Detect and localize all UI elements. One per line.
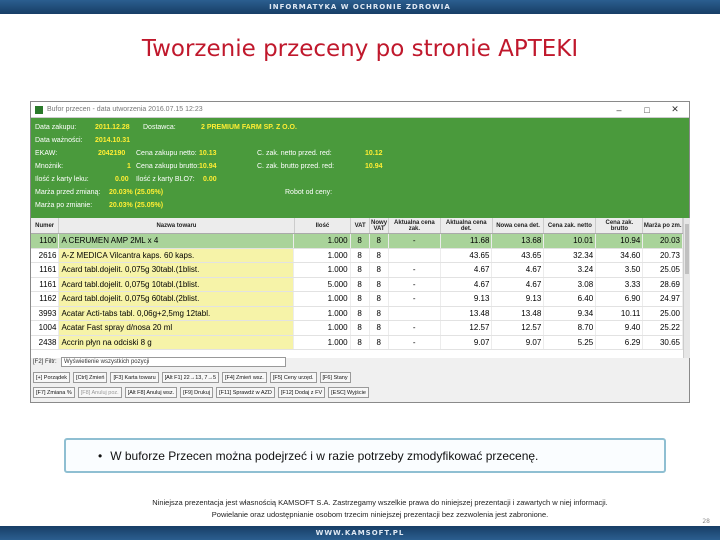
cell-name: Accrin płyn na odciski 8 g <box>59 336 294 350</box>
cell-qty: 1.000 <box>294 321 351 335</box>
function-button[interactable]: [F3] Karta towaru <box>110 372 158 383</box>
cell-nvat: 8 <box>370 249 389 263</box>
copyright-line-1: Niniejsza prezentacja jest własnością KAMSOFT S.A. Zastrzegamy wszelkie prawa do niniejszej prezentacji i zawartych w niej informacji. <box>152 498 608 507</box>
cell-ap <box>389 307 441 321</box>
cell-vat: 8 <box>351 307 370 321</box>
cell-mz: 25.05 <box>643 263 683 277</box>
value-mnoznik: 1 <box>127 163 131 170</box>
table-row[interactable] <box>31 263 683 278</box>
bullet-icon: • <box>98 448 103 463</box>
column-header[interactable]: Nazwa towaru <box>59 218 294 233</box>
label-cena-zakupu-brutto: Cena zakupu brutto: <box>136 163 200 170</box>
cell-cn: 6.40 <box>544 292 596 306</box>
cell-cn: 32.34 <box>544 249 596 263</box>
cell-cb: 34.60 <box>596 249 643 263</box>
value-cena-zakupu-netto: 10.13 <box>199 150 217 157</box>
cell-name: A-Z MEDICA Vilcantra kaps. 60 kaps. <box>59 249 294 263</box>
cell-an: 4.67 <box>441 278 493 292</box>
function-button[interactable]: [F9] Drukuj <box>180 387 213 398</box>
maximize-icon[interactable]: □ <box>644 104 650 115</box>
table-row[interactable] <box>31 321 683 336</box>
cell-qty: 1.000 <box>294 292 351 306</box>
value-ekaw: 2042190 <box>98 150 126 157</box>
function-button[interactable]: [F11] Sprawdź w AZD <box>216 387 275 398</box>
cell-cb: 9.40 <box>596 321 643 335</box>
cell-nw: 9.13 <box>492 292 544 306</box>
cell-ap: - <box>389 278 441 292</box>
table-header <box>31 218 683 234</box>
cell-mz: 24.97 <box>643 292 683 306</box>
cell-nvat: 8 <box>370 292 389 306</box>
cell-mz: 25.22 <box>643 321 683 335</box>
table-row[interactable] <box>31 249 683 264</box>
minimize-icon[interactable]: – <box>616 104 622 115</box>
function-button[interactable]: [+] Porządek <box>33 372 70 383</box>
cell-an: 11.68 <box>441 234 493 248</box>
top-banner: INFORMATYKA W OCHRONIE ZDROWIA <box>0 0 720 14</box>
cell-vat: 8 <box>351 321 370 335</box>
value-marza-po-zmianie: 20.03% (25.05%) <box>109 202 164 209</box>
cell-nr: 2438 <box>31 336 59 350</box>
cell-cn: 3.08 <box>544 278 596 292</box>
cell-nr: 2616 <box>31 249 59 263</box>
cell-nvat: 8 <box>370 307 389 321</box>
value-ilosc-z-karty-blo7: 0.00 <box>203 176 217 183</box>
cell-qty: 1.000 <box>294 234 351 248</box>
column-header[interactable]: Numer <box>31 218 59 233</box>
cell-name: A CERUMEN AMP 2ML x 4 <box>59 234 294 248</box>
cell-name: Acard tabl.dojelit. 0,075g 30tabl.(1blist. <box>59 263 294 277</box>
label-marza-przed-zmiana: Marża przed zmianą: <box>35 189 101 196</box>
cell-cb: 6.90 <box>596 292 643 306</box>
cell-ap: - <box>389 263 441 277</box>
cell-cn: 8.70 <box>544 321 596 335</box>
label-robot-od-ceny: Robot od ceny: <box>285 189 333 196</box>
cell-vat: 8 <box>351 278 370 292</box>
cell-qty: 1.000 <box>294 307 351 321</box>
cell-nvat: 8 <box>370 321 389 335</box>
cell-an: 9.13 <box>441 292 493 306</box>
label-c-zak-brutto-przed-red: C. zak. brutto przed. red: <box>257 163 335 170</box>
cell-cb: 10.94 <box>596 234 643 248</box>
button-row-2 <box>33 387 687 399</box>
close-icon[interactable]: ✕ <box>671 104 679 114</box>
page-number: 28 <box>702 518 710 525</box>
column-header[interactable]: Ilość <box>295 218 352 233</box>
cell-nw: 43.65 <box>492 249 544 263</box>
cell-nvat: 8 <box>370 263 389 277</box>
label-data-zakupu: Data zakupu: <box>35 124 77 131</box>
cell-vat: 8 <box>351 263 370 277</box>
column-header[interactable]: Aktualna cena zak. <box>389 218 441 233</box>
cell-mz: 20.03 <box>643 234 683 248</box>
app-window <box>30 101 690 403</box>
cell-cn: 9.34 <box>544 307 596 321</box>
function-button[interactable]: [F8] Anuluj poz. <box>78 387 122 398</box>
value-data-zakupu: 2011.12.28 <box>95 124 130 131</box>
cell-nvat: 8 <box>370 278 389 292</box>
window-titlebar <box>31 102 689 118</box>
cell-mz: 20.73 <box>643 249 683 263</box>
cell-nw: 12.57 <box>492 321 544 335</box>
cell-an: 9.07 <box>441 336 493 350</box>
column-header[interactable]: Marża po zm. <box>643 218 683 233</box>
column-header[interactable]: Cena zak. netto <box>544 218 596 233</box>
label-c-zak-netto-przed-red: C. zak. netto przed. red: <box>257 150 332 157</box>
cell-cb: 3.33 <box>596 278 643 292</box>
filter-bar <box>33 356 685 368</box>
column-header[interactable]: Nowy VAT <box>371 219 388 232</box>
cell-qty: 1.000 <box>294 336 351 350</box>
cell-ap: - <box>389 292 441 306</box>
copyright-note <box>80 497 680 521</box>
cell-an: 12.57 <box>441 321 493 335</box>
label-data-waznosci: Data ważności: <box>35 137 83 144</box>
cell-nw: 13.68 <box>492 234 544 248</box>
cell-cn: 5.25 <box>544 336 596 350</box>
filter-select[interactable]: Wyświetlenie wszystkich pozycji <box>61 357 286 367</box>
copyright-line-2: Powielanie oraz udostępnianie osobom trzecim niniejszej prezentacji bez zezwolenia jest zabronione. <box>211 510 549 519</box>
label-dostawca: Dostawca: <box>143 124 176 131</box>
table-row[interactable] <box>31 234 683 249</box>
cell-an: 4.67 <box>441 263 493 277</box>
label-ilosc-z-karty: Ilość z karty leku: <box>35 176 89 183</box>
function-button[interactable]: [F6] Stany <box>320 372 351 383</box>
table-row[interactable] <box>31 278 683 293</box>
cell-nvat: 8 <box>370 336 389 350</box>
cell-cb: 3.50 <box>596 263 643 277</box>
cell-name: Acard tabl.dojelit. 0,075g 60tabl.(2blist. <box>59 292 294 306</box>
cell-nw: 9.07 <box>492 336 544 350</box>
cell-qty: 1.000 <box>294 249 351 263</box>
function-button[interactable]: [F4] Zmień wsz. <box>222 372 267 383</box>
cell-name: Acard tabl.dojelit. 0,075g 10tabl.(1blist. <box>59 278 294 292</box>
cell-cn: 10.01 <box>544 234 596 248</box>
callout-text: W buforze Przecen można podejrzeć i w razie potrzeby zmodyfikować przecenę. <box>110 448 539 463</box>
function-button[interactable]: [Alt F1] 22→13, 7→5 <box>162 372 219 383</box>
table-row[interactable] <box>31 336 683 351</box>
cell-nvat: 8 <box>370 234 389 248</box>
cell-an: 13.48 <box>441 307 493 321</box>
value-c-zak-netto-przed-red: 10.12 <box>365 150 383 157</box>
column-header[interactable]: VAT <box>351 218 370 233</box>
cell-nr: 1100 <box>31 234 59 248</box>
label-marza-po-zmianie: Marża po zmianie: <box>35 202 93 209</box>
value-ilosc-z-karty: 0.00 <box>115 176 129 183</box>
repricing-table <box>31 218 683 358</box>
vertical-scrollbar[interactable] <box>683 218 690 358</box>
slide-title: Tworzenie przeceny po stronie APTEKI <box>141 36 579 62</box>
app-icon <box>35 106 43 114</box>
cell-nr: 3993 <box>31 307 59 321</box>
cell-qty: 5.000 <box>294 278 351 292</box>
cell-ap: - <box>389 321 441 335</box>
cell-vat: 8 <box>351 249 370 263</box>
cell-nr: 1162 <box>31 292 59 306</box>
cell-nw: 4.67 <box>492 278 544 292</box>
label-ekaw: EKAW: <box>35 150 58 157</box>
column-header[interactable]: Aktualna cena det. <box>441 218 493 233</box>
function-button[interactable]: [Alt F8] Anuluj wsz. <box>125 387 177 398</box>
cell-mz: 28.69 <box>643 278 683 292</box>
table-row[interactable] <box>31 307 683 322</box>
label-ilosc-z-karty-blo7: Ilość z karty BLO7: <box>136 176 195 183</box>
cell-name: Acatar Acti-tabs tabl. 0,06g+2,5mg 12tabl. <box>59 307 294 321</box>
label-cena-zakupu-netto: Cena zakupu netto: <box>136 150 197 157</box>
button-row-1 <box>33 372 687 384</box>
cell-cn: 3.24 <box>544 263 596 277</box>
column-header[interactable]: Nowa cena det. <box>493 218 545 233</box>
cell-nw: 4.67 <box>492 263 544 277</box>
function-button[interactable]: [Ctrl] Zmień <box>73 372 107 383</box>
function-button[interactable]: [F7] Zmiana % <box>33 387 75 398</box>
cell-mz: 30.65 <box>643 336 683 350</box>
scrollbar-thumb[interactable] <box>685 224 689 274</box>
cell-nr: 1161 <box>31 263 59 277</box>
cell-cb: 10.11 <box>596 307 643 321</box>
column-header[interactable]: Cena zak. brutto <box>596 218 643 233</box>
function-button[interactable]: [ESC] Wyjście <box>328 387 369 398</box>
function-button[interactable]: [F5] Ceny urzęd. <box>270 372 317 383</box>
cell-nr: 1161 <box>31 278 59 292</box>
value-data-waznosci: 2014.10.31 <box>95 137 131 144</box>
table-row[interactable] <box>31 292 683 307</box>
cell-an: 43.65 <box>441 249 493 263</box>
cell-vat: 8 <box>351 292 370 306</box>
cell-mz: 25.00 <box>643 307 683 321</box>
cell-nw: 13.48 <box>492 307 544 321</box>
cell-name: Acatar Fast spray d/nosa 20 ml <box>59 321 294 335</box>
purchase-info-panel <box>31 118 689 218</box>
cell-vat: 8 <box>351 336 370 350</box>
value-cena-zakupu-brutto: 10.94 <box>199 163 217 170</box>
cell-cb: 6.29 <box>596 336 643 350</box>
value-dostawca: 2 PREMIUM FARM SP. Z O.O. <box>201 124 297 131</box>
cell-vat: 8 <box>351 234 370 248</box>
cell-ap: - <box>389 336 441 350</box>
value-c-zak-brutto-przed-red: 10.94 <box>365 163 383 170</box>
filter-label: [F2] Filtr: <box>33 359 57 365</box>
function-button[interactable]: [F12] Dodaj z FV <box>278 387 325 398</box>
cell-qty: 1.000 <box>294 263 351 277</box>
window-title: Bufor przecen - data utworzenia 2016.07.15 12:23 <box>47 106 203 113</box>
cell-ap <box>389 249 441 263</box>
table-body <box>31 234 683 350</box>
cell-nr: 1004 <box>31 321 59 335</box>
bottom-banner: WWW.KAMSOFT.PL <box>0 526 720 540</box>
label-mnoznik: Mnożnik: <box>35 163 64 170</box>
cell-ap: - <box>389 234 441 248</box>
value-marza-przed-zmiana: 20.03% (25.05%) <box>109 189 164 196</box>
callout-box <box>64 438 666 473</box>
